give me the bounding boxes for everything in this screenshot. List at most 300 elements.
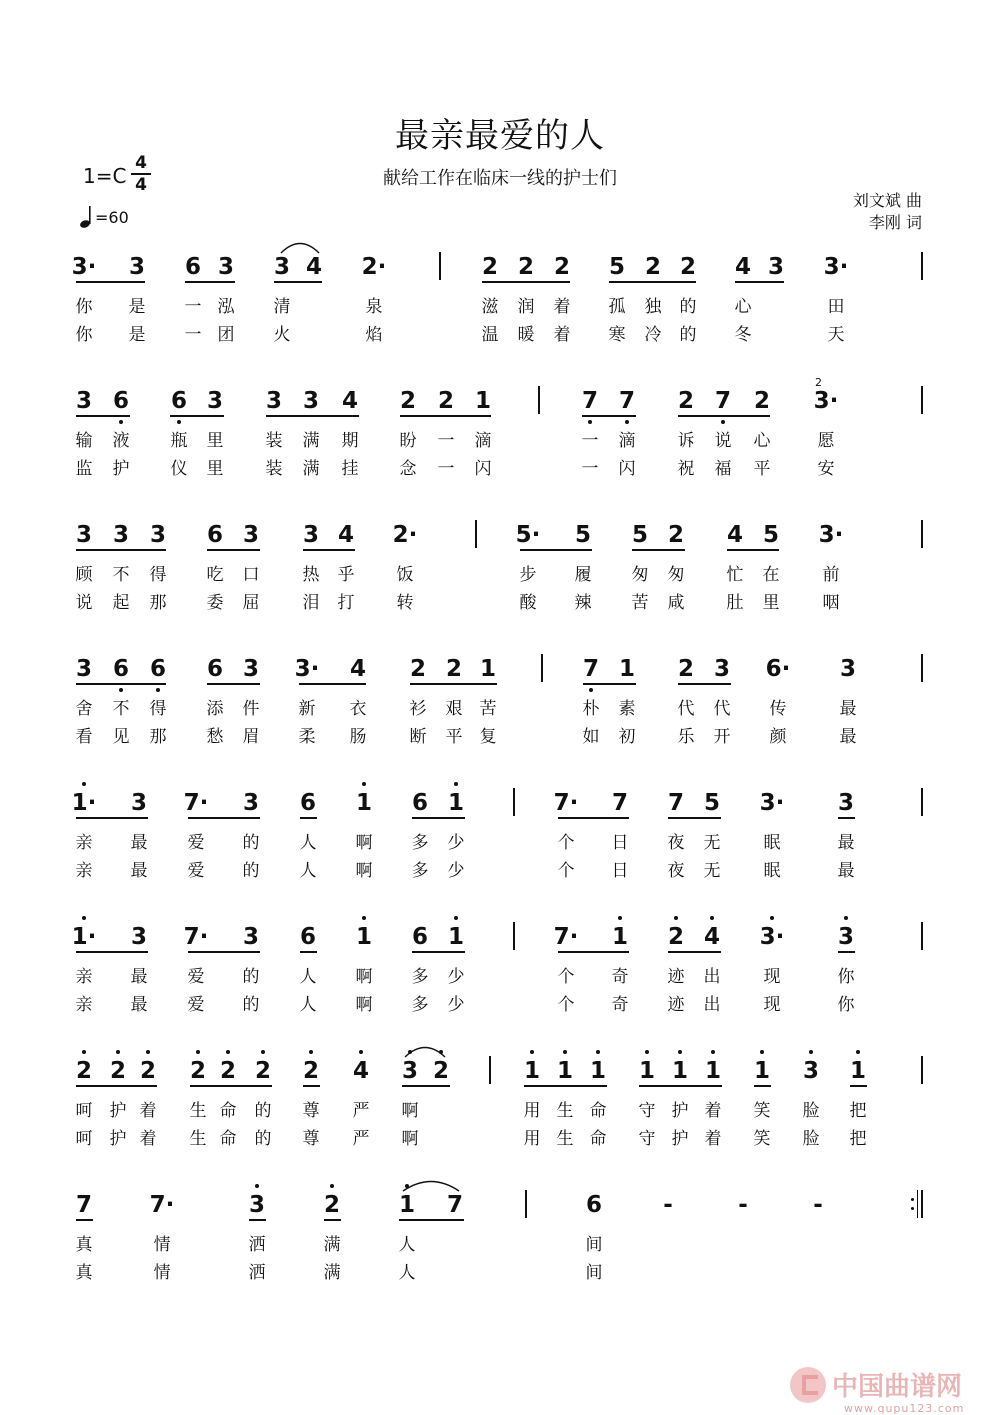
lyric-verse-2: 命 [589, 1129, 607, 1149]
note: 4 [349, 656, 367, 682]
lyric-verse-1: 口 [242, 565, 260, 585]
lyric-verse-2: 开 [713, 727, 731, 747]
lyric-verse-1: 乎 [337, 565, 355, 585]
lyric-verse-1: 真 [75, 1235, 93, 1255]
lyric-verse-1: 心 [753, 431, 771, 451]
lyric-verse-1: 生 [189, 1101, 207, 1121]
barline [921, 1190, 923, 1218]
lyric-verse-2: 寒 [608, 325, 626, 345]
note: 3 [242, 790, 260, 816]
note: 4 [703, 924, 721, 950]
beam-underline [583, 683, 636, 685]
note: 1 [474, 388, 492, 414]
note: 2 [432, 1058, 450, 1084]
tempo-value: =60 [95, 207, 129, 227]
watermark-name: 中国曲谱网 [832, 1372, 963, 1402]
barline [513, 922, 515, 950]
note: 3 [75, 656, 93, 682]
octave-dot-above [362, 916, 366, 920]
lyric-verse-2: 命 [219, 1129, 237, 1149]
octave-dot-above [309, 1050, 313, 1054]
lyric-verse-2: 你 [75, 325, 93, 345]
repeat-dot [911, 1198, 914, 1201]
lyric-verse-1: 舍 [75, 699, 93, 719]
lyric-verse-1: 情 [153, 1235, 171, 1255]
lyric-verse-1: 命 [589, 1101, 607, 1121]
note: 5 [703, 790, 721, 816]
lyric-verse-2: 起 [112, 593, 130, 613]
lyric-verse-1: 出 [703, 967, 721, 987]
lyric-verse-1: 最 [130, 833, 148, 853]
lyric-verse-2: 乐 [677, 727, 695, 747]
lyric-verse-1: 洒 [248, 1235, 266, 1255]
note: 3 [128, 254, 146, 280]
note: 3 [75, 522, 93, 548]
lyric-verse-2: 暖 [517, 325, 535, 345]
beam-underline [399, 1219, 464, 1221]
lyric-verse-2: 祝 [677, 459, 695, 479]
note: 7 [582, 656, 600, 682]
lyric-verse-2: 焰 [365, 325, 383, 345]
lyric-verse-1: 得 [149, 565, 167, 585]
lyric-verse-2: 复 [479, 727, 497, 747]
beam-underline [249, 1219, 266, 1221]
lyric-verse-1: 奇 [611, 967, 629, 987]
lyric-verse-1: 护 [671, 1101, 689, 1121]
lyric-verse-1: 现 [763, 967, 781, 987]
beam-underline [558, 951, 629, 953]
note: 1 [479, 656, 497, 682]
lyric-verse-1: 满 [323, 1235, 341, 1255]
lyric-verse-2: 啊 [355, 861, 373, 881]
lyric-verse-1: 装 [265, 431, 283, 451]
beam-underline [639, 1085, 722, 1087]
lyric-verse-1: 啊 [355, 967, 373, 987]
lyric-verse-1: 前 [822, 565, 840, 585]
song-subtitle: 献给工作在临床一线的护士们 [383, 168, 617, 189]
note: 3 [130, 790, 148, 816]
lyric-verse-1: 说 [714, 431, 732, 451]
score-system [0, 1190, 1000, 1324]
note: 1 [398, 1192, 416, 1218]
beam-underline [668, 817, 721, 819]
lyric-verse-1: 少 [447, 967, 465, 987]
octave-dot-below [588, 420, 592, 424]
octave-dot-below [119, 420, 123, 424]
octave-dot-above [146, 1050, 150, 1054]
octave-dot-above [711, 1050, 715, 1054]
score-system [0, 654, 1000, 788]
lyric-verse-1: 用 [523, 1101, 541, 1121]
lyric-verse-1: 顾 [75, 565, 93, 585]
song-title: 最亲最爱的人 [395, 116, 605, 156]
note: 2 [753, 388, 771, 414]
score-system [0, 922, 1000, 1056]
note: 2 [139, 1058, 157, 1084]
time-signature-top: 4 [135, 153, 147, 173]
lyric-verse-2: 着 [553, 325, 571, 345]
lyric-verse-2: 眠 [763, 861, 781, 881]
note: 2 [254, 1058, 272, 1084]
note: 1· [71, 790, 97, 816]
note: 3 [206, 388, 224, 414]
lyric-verse-2: 着 [139, 1129, 157, 1149]
lyric-verse-2: 把 [849, 1129, 867, 1149]
note: 3· [818, 522, 844, 548]
note: - [738, 1192, 748, 1218]
note: 2 [667, 924, 685, 950]
lyric-verse-1: 笑 [753, 1101, 771, 1121]
barline [921, 922, 923, 950]
note: 4 [734, 254, 752, 280]
lyric-verse-2: 夜 [667, 861, 685, 881]
repeat-dot [911, 1207, 914, 1210]
lyric-verse-1: 人 [299, 967, 317, 987]
lyric-verse-2: 的 [242, 995, 260, 1015]
note: 2 [517, 254, 535, 280]
note: 3 [802, 1058, 820, 1084]
lyric-verse-1: 亲 [75, 833, 93, 853]
lyric-verse-2: 是 [128, 325, 146, 345]
note: 3 [713, 656, 731, 682]
lyric-verse-2: 团 [217, 325, 235, 345]
note: 7 [667, 790, 685, 816]
lyric-verse-2: 洒 [248, 1263, 266, 1283]
note: 5 [608, 254, 626, 280]
lyric-verse-2: 委 [206, 593, 224, 613]
score-system [0, 788, 1000, 922]
lyric-verse-2: 安 [817, 459, 835, 479]
octave-dot-below [156, 688, 160, 692]
note: 2 [109, 1058, 127, 1084]
lyric-verse-1: 人 [398, 1235, 416, 1255]
beam-underline [207, 549, 260, 551]
time-signature [131, 154, 151, 194]
note: 7· [553, 790, 579, 816]
note: 3 [242, 656, 260, 682]
site-logo-icon [790, 1367, 826, 1403]
beam-underline [324, 1219, 341, 1221]
note: 2 [553, 254, 571, 280]
note: 3 [273, 254, 291, 280]
note: 2 [75, 1058, 93, 1084]
beam-underline [299, 683, 366, 685]
note: 7· [149, 1192, 175, 1218]
barline [921, 386, 923, 414]
lyric-verse-2: 冬 [734, 325, 752, 345]
barline [525, 1190, 527, 1218]
beam-underline [632, 549, 685, 551]
note: 2 [302, 1058, 320, 1084]
lyric-verse-1: 液 [112, 431, 130, 451]
lyric-verse-2: 屈 [242, 593, 260, 613]
octave-dot-above [82, 1050, 86, 1054]
note: 7 [714, 388, 732, 414]
beam-underline [76, 415, 130, 417]
lyric-verse-1: 匆 [631, 565, 649, 585]
beam-underline [188, 817, 260, 819]
lyric-verse-2: 一 [184, 325, 202, 345]
lyric-verse-2: 柔 [298, 727, 316, 747]
lyric-verse-1: 得 [149, 699, 167, 719]
lyric-verse-2: 咽 [822, 593, 840, 613]
lyric-verse-1: 热 [302, 565, 320, 585]
lyric-verse-2: 里 [206, 459, 224, 479]
beam-underline [754, 1085, 771, 1087]
note: 2 [644, 254, 662, 280]
note: 6 [112, 388, 130, 414]
lyric-verse-2: 人 [299, 995, 317, 1015]
lyric-verse-1: 最 [839, 699, 857, 719]
note: 3 [248, 1192, 266, 1218]
barline [475, 520, 477, 548]
note: 6 [585, 1192, 603, 1218]
lyric-verse-2: 个 [557, 995, 575, 1015]
note: 6 [411, 790, 429, 816]
lyric-verse-2: 温 [481, 325, 499, 345]
note: 1 [638, 1058, 656, 1084]
note: 2 [445, 656, 463, 682]
note: 3 [149, 522, 167, 548]
note: 1 [355, 924, 373, 950]
note: 6 [206, 656, 224, 682]
note: 1 [704, 1058, 722, 1084]
octave-dot-above [454, 916, 458, 920]
lyric-verse-2: 用 [523, 1129, 541, 1149]
note: 2 [677, 388, 695, 414]
barline [921, 654, 923, 682]
lyric-verse-2: 平 [445, 727, 463, 747]
lyric-verse-1: 清 [273, 297, 291, 317]
note: 3 [302, 388, 320, 414]
lyric-verse-2: 一 [581, 459, 599, 479]
lyric-verse-2: 满 [302, 459, 320, 479]
lyric-verse-2: 天 [827, 325, 845, 345]
beam-underline [185, 281, 235, 283]
lyric-verse-2: 多 [411, 861, 429, 881]
note: 3· [823, 254, 849, 280]
lyric-verse-1: 泓 [217, 297, 235, 317]
lyric-verse-1: 一 [437, 431, 455, 451]
octave-dot-below [721, 420, 725, 424]
lyric-verse-1: 最 [837, 833, 855, 853]
note: 6 [206, 522, 224, 548]
note: 6· [765, 656, 791, 682]
lyric-verse-1: 匆 [667, 565, 685, 585]
lyric-verse-1: 添 [206, 699, 224, 719]
beam-underline [678, 415, 770, 417]
barline [538, 386, 540, 414]
lyric-verse-1: 里 [206, 431, 224, 451]
octave-dot-above [255, 1184, 259, 1188]
octave-dot-above [359, 1050, 363, 1054]
beam-underline [520, 549, 592, 551]
lyric-verse-1: 润 [517, 297, 535, 317]
lyric-verse-2: 的 [254, 1129, 272, 1149]
note: 2 [437, 388, 455, 414]
beam-underline [303, 1085, 320, 1087]
note: 3 [837, 924, 855, 950]
note: 3 [242, 924, 260, 950]
quarter-note-icon [80, 205, 92, 229]
note: 3 [75, 388, 93, 414]
beam-underline [76, 951, 148, 953]
lyric-verse-1: 人 [299, 833, 317, 853]
beam-underline [188, 951, 260, 953]
lyric-verse-2: 亲 [75, 995, 93, 1015]
octave-dot-above [454, 782, 458, 786]
note: 3· [294, 656, 320, 682]
lyric-verse-2: 啊 [401, 1129, 419, 1149]
octave-dot-above [844, 916, 848, 920]
lyric-verse-2: 火 [273, 325, 291, 345]
lyric-verse-1: 着 [139, 1101, 157, 1121]
lyric-verse-1: 素 [618, 699, 636, 719]
octave-dot-above [596, 1050, 600, 1054]
lyric-verse-2: 愁 [206, 727, 224, 747]
note: 3 [837, 790, 855, 816]
watermark-url: www.qupu123.com [844, 1402, 965, 1415]
lyric-verse-1: 新 [298, 699, 316, 719]
lyric-verse-1: 代 [713, 699, 731, 719]
lyric-verse-2: 护 [671, 1129, 689, 1149]
lyric-verse-1: 日 [611, 833, 629, 853]
beam-underline [190, 1085, 272, 1087]
lyric-verse-1: 最 [130, 967, 148, 987]
lyric-verse-1: 瓶 [170, 431, 188, 451]
lyric-verse-2: 日 [611, 861, 629, 881]
lyric-verse-2: 脸 [802, 1129, 820, 1149]
note: 1 [611, 924, 629, 950]
note: 4 [726, 522, 744, 548]
lyric-verse-1: 泉 [365, 297, 383, 317]
beam-underline [482, 281, 570, 283]
lyric-verse-1: 呵 [75, 1101, 93, 1121]
lyric-verse-1: 命 [219, 1101, 237, 1121]
lyric-verse-2: 满 [323, 1263, 341, 1283]
octave-dot-above [710, 916, 714, 920]
lyric-verse-1: 忙 [726, 565, 744, 585]
lyric-verse-2: 啊 [355, 995, 373, 1015]
octave-dot-below [625, 420, 629, 424]
barline [921, 252, 923, 280]
lyric-verse-2: 酸 [519, 593, 537, 613]
note: 7· [553, 924, 579, 950]
beam-underline [410, 683, 497, 685]
note: 7 [75, 1192, 93, 1218]
lyric-verse-2: 眉 [242, 727, 260, 747]
octave-dot-above [674, 916, 678, 920]
score-system [0, 376, 1000, 520]
lyric-verse-2: 念 [399, 459, 417, 479]
note: 1 [447, 924, 465, 950]
lyric-verse-2: 装 [265, 459, 283, 479]
beam-underline [400, 415, 491, 417]
beam-underline [558, 817, 629, 819]
beam-underline [76, 817, 148, 819]
slur [404, 1044, 446, 1058]
lyric-verse-1: 衣 [349, 699, 367, 719]
lyric-verse-1: 不 [112, 565, 130, 585]
note: 2 [323, 1192, 341, 1218]
lyric-verse-1: 亲 [75, 967, 93, 987]
lyric-verse-2: 见 [112, 727, 130, 747]
note: 1 [753, 1058, 771, 1084]
lyric-verse-2: 最 [130, 861, 148, 881]
beam-underline [412, 951, 465, 953]
barline [513, 788, 515, 816]
barline [921, 520, 923, 548]
note: 1 [355, 790, 373, 816]
barline [489, 1056, 491, 1084]
time-signature-bottom: 4 [135, 175, 147, 195]
note: 3 [302, 522, 320, 548]
breath-mark: 2 [815, 376, 822, 389]
octave-dot-above [563, 1050, 567, 1054]
lyric-verse-1: 你 [75, 297, 93, 317]
lyric-verse-1: 不 [112, 699, 130, 719]
lyric-verse-2: 的 [242, 861, 260, 881]
note: 3 [112, 522, 130, 548]
score-system [0, 1056, 1000, 1190]
lyric-verse-1: 的 [242, 833, 260, 853]
lyric-verse-2: 现 [763, 995, 781, 1015]
key-signature: 1=C [83, 164, 127, 188]
note: 7· [183, 924, 209, 950]
lyric-verse-2: 挂 [341, 459, 359, 479]
note: 2· [361, 254, 387, 280]
lyric-verse-2: 人 [299, 861, 317, 881]
lyric-verse-2: 护 [112, 459, 130, 479]
beam-underline [727, 549, 779, 551]
beam-underline [76, 281, 145, 283]
lyric-verse-1: 眠 [763, 833, 781, 853]
lyric-verse-2: 爱 [187, 861, 205, 881]
lyric-verse-1: 一 [184, 297, 202, 317]
lyric-verse-2: 尊 [302, 1129, 320, 1149]
lyric-verse-1: 饭 [396, 565, 414, 585]
lyric-verse-2: 迹 [667, 995, 685, 1015]
tempo-marking [80, 205, 129, 229]
lyric-verse-1: 着 [704, 1101, 722, 1121]
beam-underline [274, 281, 322, 283]
lyric-verse-1: 一 [581, 431, 599, 451]
lyric-verse-2: 说 [75, 593, 93, 613]
lyric-verse-1: 吃 [206, 565, 224, 585]
note: 4 [352, 1058, 370, 1084]
lyric-verse-2: 颜 [769, 727, 787, 747]
lyric-verse-2: 的 [679, 325, 697, 345]
note: 3 [401, 1058, 419, 1084]
note: 6 [112, 656, 130, 682]
note: 6 [184, 254, 202, 280]
lyric-verse-1: 传 [769, 699, 787, 719]
note: 6 [149, 656, 167, 682]
lyric-verse-2: 生 [189, 1129, 207, 1149]
octave-dot-above [82, 782, 86, 786]
lyric-verse-1: 代 [677, 699, 695, 719]
lyric-verse-1: 期 [341, 431, 359, 451]
lyric-verse-1: 在 [762, 565, 780, 585]
lyricist-credit: 李刚 词 [868, 213, 922, 232]
beam-underline [76, 683, 166, 685]
lyric-verse-2: 一 [437, 459, 455, 479]
lyric-verse-2: 笑 [753, 1129, 771, 1149]
note: - [663, 1192, 673, 1218]
note: 7 [618, 388, 636, 414]
lyric-verse-1: 你 [837, 967, 855, 987]
lyric-verse-1: 少 [447, 833, 465, 853]
